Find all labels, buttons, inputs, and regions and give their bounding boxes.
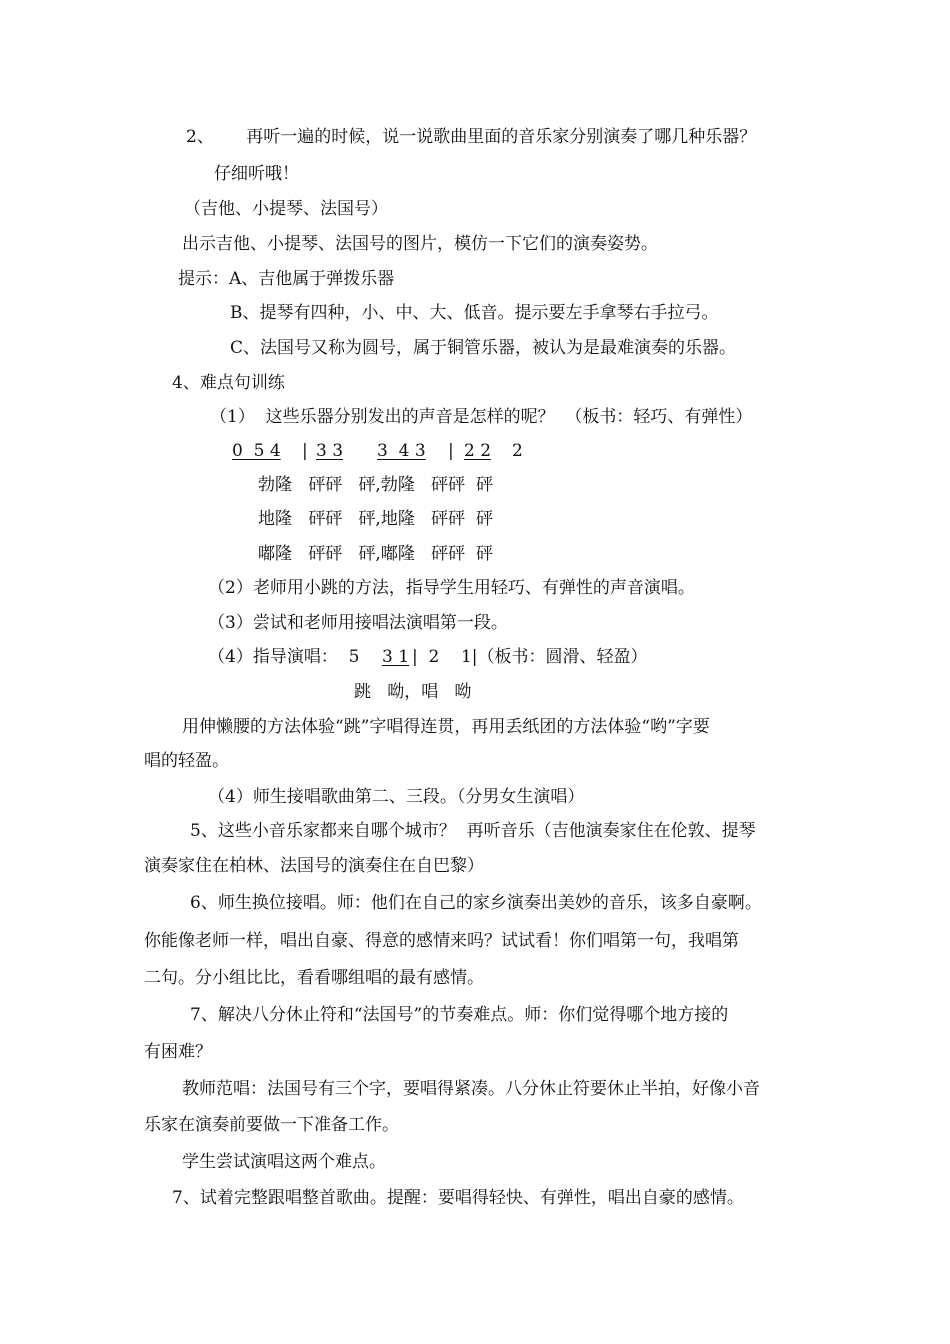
step-4-underlined-notes: 3 1 xyxy=(382,647,410,667)
step-4-label: （4）指导演唱： 5 xyxy=(208,647,371,667)
notation-group-4: 2 2 xyxy=(464,441,492,461)
section-5-line-2: 演奏家住在柏林、法国号的演奏住在自巴黎） xyxy=(144,856,484,876)
section-6-line-2: 你能像老师一样，唱出自豪、得意的感情来吗？试试看！你们唱第一句，我唱第 xyxy=(144,931,739,951)
tip-b: B、提琴有四种，小、中、大、低音。提示要左手拿琴右手拉弓。 xyxy=(230,303,719,323)
step-4-lyrics: 跳 呦，唱 呦 xyxy=(354,682,472,702)
notation-group-2: 3 3 xyxy=(316,441,344,461)
item-2-hint: 仔细听哦！ xyxy=(214,164,299,184)
tip-a: 提示：A、吉他属于弹拨乐器 xyxy=(178,269,395,289)
step-2: （2）老师用小跳的方法，指导学生用轻巧、有弹性的声音演唱。 xyxy=(208,578,695,598)
notation-group-3: 3 4 3 xyxy=(377,441,426,461)
notation-bar-2: | xyxy=(448,441,454,461)
section-7b: 7、试着完整跟唱整首歌曲。提醒：要唱得轻快、有弹性，唱出自豪的感情。 xyxy=(172,1188,744,1208)
lyric-line-2: 地隆 砰砰 砰,地隆 砰砰 砰 xyxy=(258,509,493,529)
notation-group-1: 0 5 4 xyxy=(232,441,281,461)
step-4-second-third: （4）师生接唱歌曲第二、三段。（分男女生演唱） xyxy=(208,787,585,807)
students-try: 学生尝试演唱这两个难点。 xyxy=(182,1152,386,1172)
notation-bar-1: | xyxy=(302,441,308,461)
section-6-line-1: 6、师生换位接唱。师：他们在自己的家乡演奏出美妙的音乐，该多自豪啊。 xyxy=(190,893,762,913)
method-paragraph-line-2: 唱的轻盈。 xyxy=(144,751,229,771)
step-4-rest: | 2 1|（板书：圆滑、轻盈） xyxy=(412,647,648,667)
step-3: （3）尝试和老师用接唱法演唱第一段。 xyxy=(208,613,508,633)
teacher-demo-line-1: 教师范唱：法国号有三个字，要唱得紧凑。八分休止符要休止半拍，好像小音 xyxy=(182,1079,760,1099)
instrument-pictures-instruction: 出示吉他、小提琴、法国号的图片，模仿一下它们的演奏姿势。 xyxy=(182,234,658,254)
teacher-demo-line-2: 乐家在演奏前要做一下准备工作。 xyxy=(144,1115,399,1135)
method-paragraph-line-1: 用伸懒腰的方法体验“跳”字唱得连贯，再用丢纸团的方法体验“哟”字要 xyxy=(182,717,710,737)
section-7a-line-2: 有困难？ xyxy=(144,1042,212,1062)
tip-c: C、法国号又称为圆号，属于铜管乐器，被认为是最难演奏的乐器。 xyxy=(230,338,737,358)
section-4-heading: 4、难点句训练 xyxy=(172,373,285,393)
item-2-question: 2、 再听一遍的时候，说一说歌曲里面的音乐家分别演奏了哪几种乐器？ xyxy=(186,127,757,147)
lyric-line-1: 勃隆 砰砰 砰,勃隆 砰砰 砰 xyxy=(258,475,493,495)
notation-group-5: 2 xyxy=(512,441,523,461)
step-1-question: （1） 这些乐器分别发出的声音是怎样的呢？ （板书：轻巧、有弹性） xyxy=(210,407,753,427)
item-2-answer: （吉他、小提琴、法国号） xyxy=(184,199,388,219)
section-6-line-3: 二句。分小组比比，看看哪组唱的最有感情。 xyxy=(144,968,484,988)
lyric-line-3: 嘟隆 砰砰 砰,嘟隆 砰砰 砰 xyxy=(258,544,493,564)
section-5-line-1: 5、这些小音乐家都来自哪个城市？ 再听音乐（吉他演奏家住在伦敦、提琴 xyxy=(190,821,756,841)
section-7a-line-1: 7、解决八分休止符和“法国号”的节奏难点。师：你们觉得哪个地方接的 xyxy=(190,1005,729,1025)
